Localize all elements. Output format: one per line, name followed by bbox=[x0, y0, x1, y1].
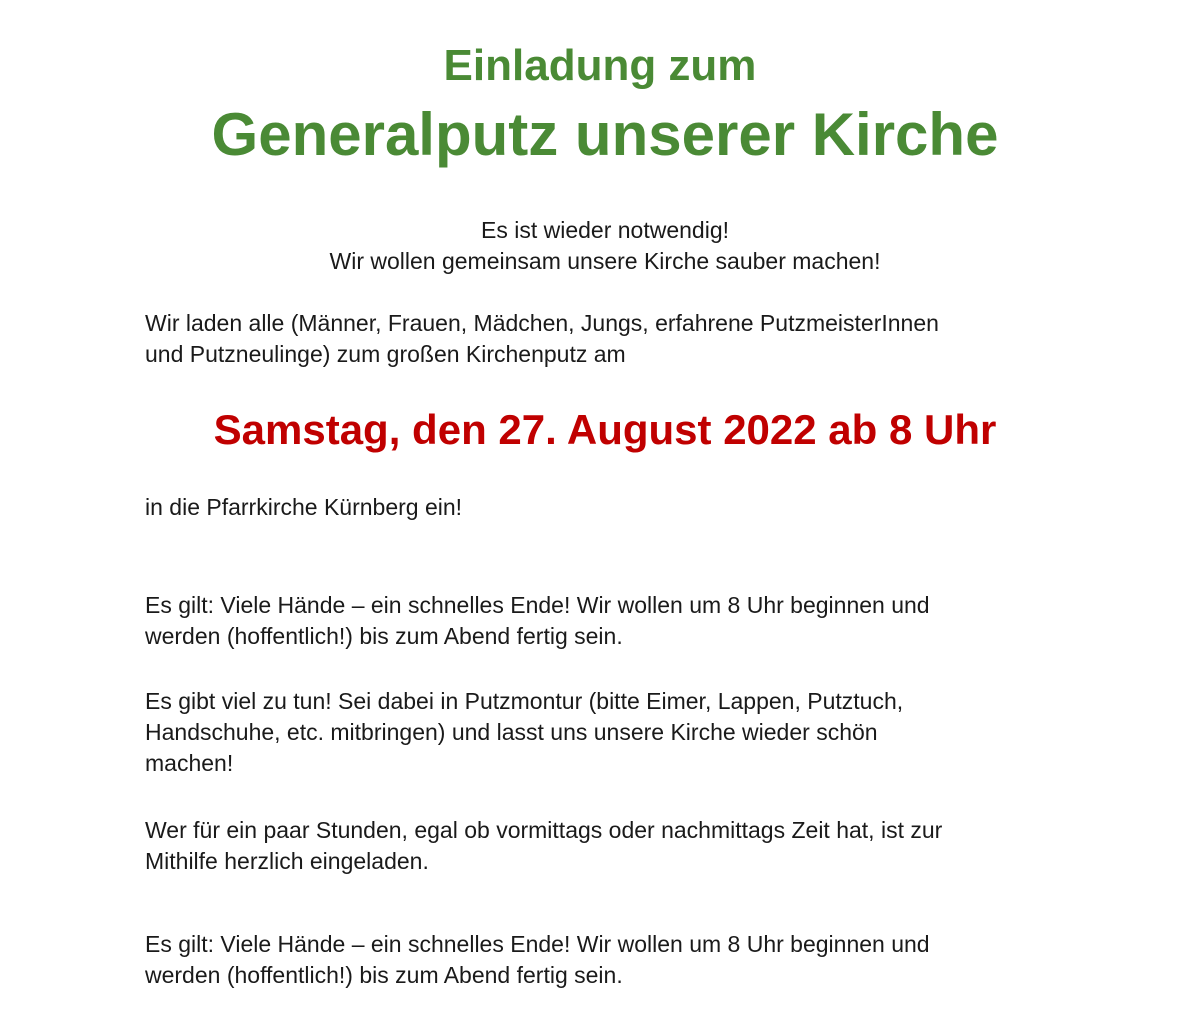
paragraph-2 bbox=[145, 686, 1085, 779]
paragraph-4 bbox=[145, 929, 1085, 991]
event-date: Samstag, den 27. August 2022 ab 8 Uhr bbox=[213, 406, 997, 453]
paragraph-2-line-3: machen! bbox=[145, 750, 234, 776]
paragraph-1-line-1: Es gilt: Viele Hände – ein schnelles Ende! Wir wollen um 8 Uhr beginnen und bbox=[145, 592, 930, 618]
location-text: in die Pfarrkirche Kürnberg ein! bbox=[145, 494, 463, 520]
intro-line-2: Wir wollen gemeinsam unsere Kirche sauber machen! bbox=[329, 248, 881, 274]
title-line-2: Generalputz unserer Kirche bbox=[211, 101, 999, 168]
paragraph-3-line-1: Wer für ein paar Stunden, egal ob vormittags oder nachmittags Zeit hat, ist zur bbox=[145, 817, 943, 843]
paragraph-1-line-2: werden (hoffentlich!) bis zum Abend fertig sein. bbox=[145, 623, 623, 649]
paragraph-2-line-1: Es gibt viel zu tun! Sei dabei in Putzmontur (bitte Eimer, Lappen, Putztuch, bbox=[145, 688, 904, 714]
paragraph-4-line-1: Es gilt: Viele Hände – ein schnelles Ende! Wir wollen um 8 Uhr beginnen und bbox=[145, 931, 930, 957]
paragraph-3-line-2: Mithilfe herzlich eingeladen. bbox=[145, 848, 429, 874]
invite-paragraph bbox=[145, 308, 1085, 370]
invite-line-2: und Putzneulinge) zum großen Kirchenputz am bbox=[145, 341, 626, 367]
paragraph-2-line-2: Handschuhe, etc. mitbringen) und lasst uns unsere Kirche wieder schön bbox=[145, 719, 878, 745]
location-line bbox=[145, 492, 1085, 523]
title-line-1: Einladung zum bbox=[443, 41, 757, 90]
invite-line-1: Wir laden alle (Männer, Frauen, Mädchen, Jungs, erfahrene PutzmeisterInnen bbox=[145, 310, 939, 336]
intro-line-1: Es ist wieder notwendig! bbox=[480, 217, 729, 243]
paragraph-4-line-2: werden (hoffentlich!) bis zum Abend fertig sein. bbox=[145, 962, 623, 988]
paragraph-3 bbox=[145, 815, 1085, 877]
paragraph-1 bbox=[145, 590, 1085, 652]
